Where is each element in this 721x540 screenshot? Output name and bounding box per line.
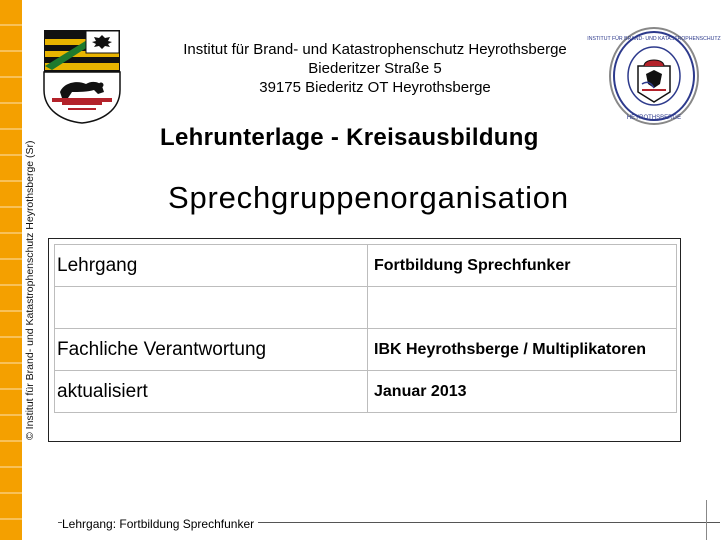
document-title: Sprechgruppenorganisation (168, 180, 569, 215)
svg-text:INSTITUT FÜR BRAND- UND KATAST: INSTITUT FÜR BRAND- UND KATASTROPHENSCHUTZ (587, 36, 721, 42)
footer-course: Lehrgang: Fortbildung Sprechfunker (62, 517, 258, 531)
left-accent-bar (0, 0, 22, 540)
svg-text:HEYROTHSBERGE: HEYROTHSBERGE (626, 115, 682, 121)
table-row (55, 287, 677, 329)
row-label: Lehrgang (55, 245, 368, 287)
row-label: Fachliche Verantwortung (55, 329, 368, 371)
institute-city: 39175 Biederitz OT Heyrothsberge (259, 79, 491, 96)
row-value: Januar 2013 (368, 371, 677, 413)
coat-of-arms-logo (42, 28, 122, 124)
row-label (55, 287, 368, 329)
row-value (368, 287, 677, 329)
table-row (55, 371, 677, 413)
institute-seal-logo (587, 26, 721, 126)
table-row (55, 329, 677, 371)
row-value: IBK Heyrothsberge / Multiplikatoren (368, 329, 677, 371)
row-label: aktualisiert (55, 371, 368, 413)
table-row (55, 245, 677, 287)
institute-name: Institut für Brand- und Katastrophenschutz Heyrothsberge (183, 41, 567, 58)
info-table (54, 244, 677, 413)
corner-mark (706, 500, 721, 540)
row-value: Fortbildung Sprechfunker (368, 245, 677, 287)
institute-address (130, 40, 620, 97)
vertical-copyright: © Institut für Brand- und Katastrophenschutz Heyrothsberge (Sr) (24, 140, 36, 440)
institute-street: Biederitzer Straße 5 (308, 60, 442, 77)
document-type: Lehrunterlage - Kreisausbildung (160, 124, 539, 151)
